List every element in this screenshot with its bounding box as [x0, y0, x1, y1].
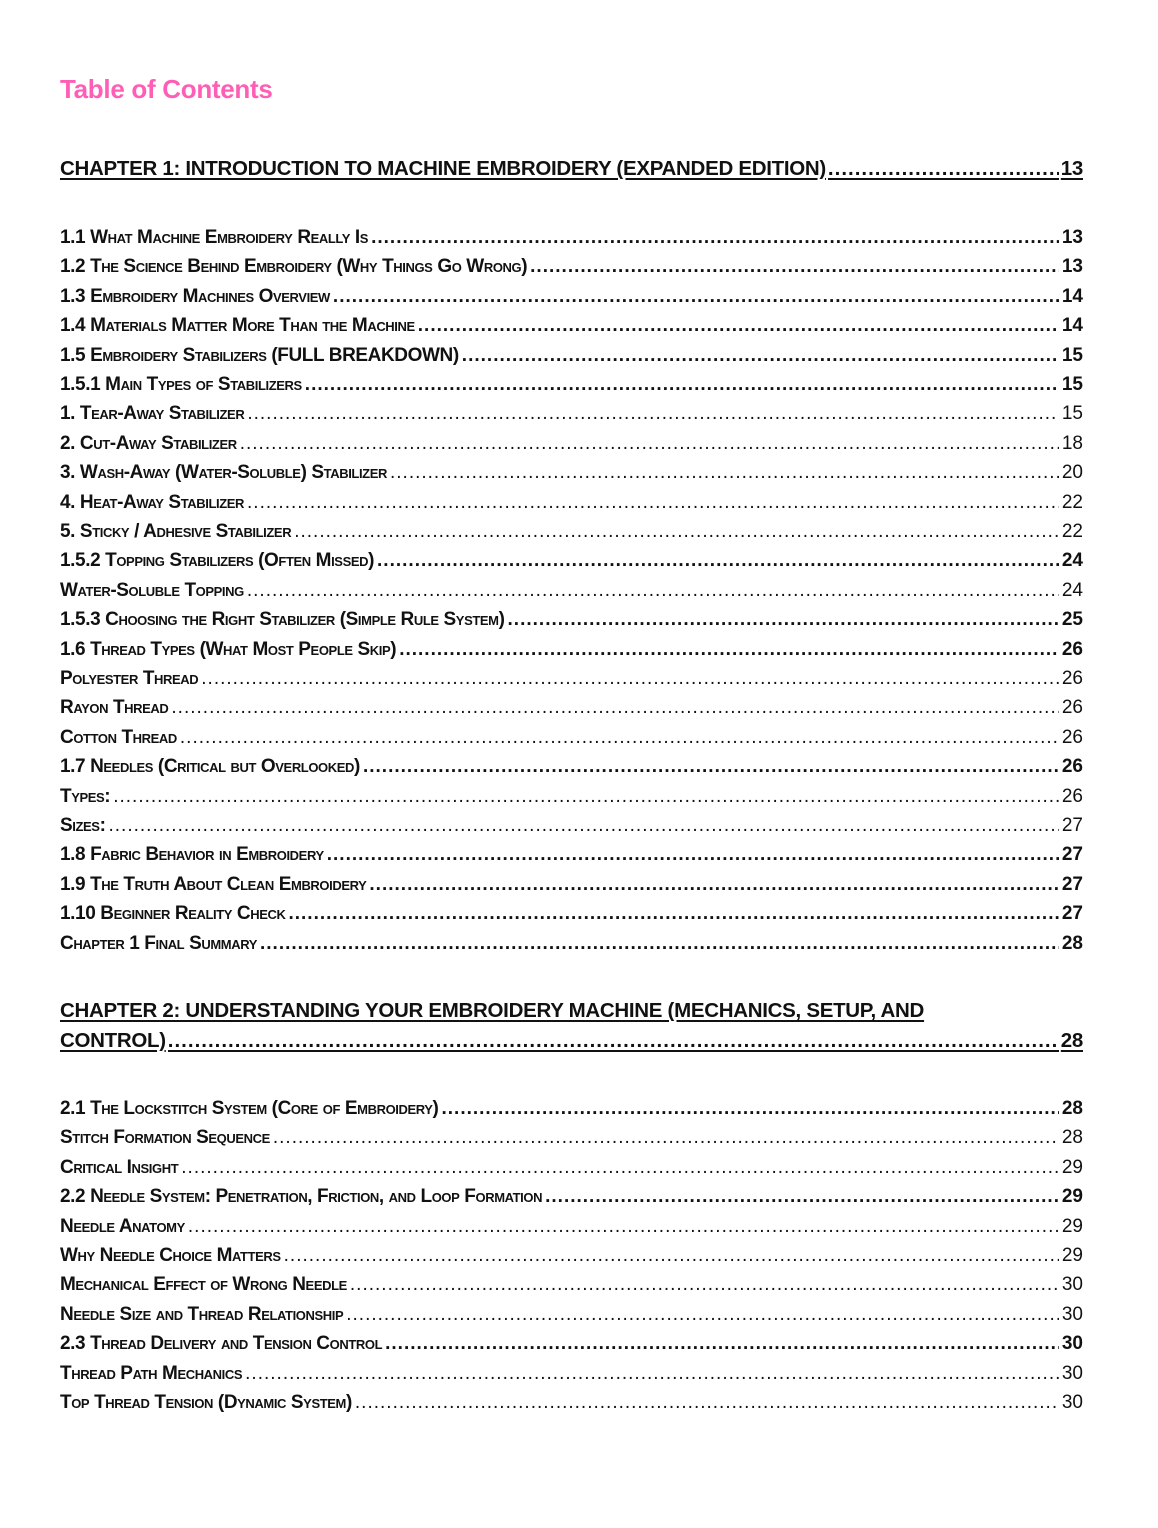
- toc-entry[interactable]: [60, 726, 1083, 750]
- toc-entry-page: 28: [1061, 1127, 1083, 1149]
- dot-leader: [390, 461, 1059, 485]
- toc-entry-label: 4. Heat-Away Stabilizer: [60, 491, 245, 513]
- dot-leader: [508, 608, 1059, 632]
- dot-leader: [188, 1215, 1059, 1239]
- dot-leader: [418, 314, 1059, 338]
- toc-entry-page: 18: [1061, 432, 1083, 454]
- dot-leader: [333, 285, 1059, 309]
- toc-entry[interactable]: [60, 667, 1083, 691]
- toc-entry-page: 27: [1061, 903, 1083, 925]
- toc-entry-page: 29: [1061, 1245, 1083, 1266]
- chapter-2-title-line1: CHAPTER 2: UNDERSTANDING YOUR EMBROIDERY MACHINE (MECHANICS, SETUP, AND: [60, 999, 925, 1022]
- toc-entry-page: 26: [1061, 668, 1083, 689]
- toc-entry[interactable]: [60, 696, 1083, 720]
- toc-entry-label: 2.3 Thread Delivery and Tension Control: [60, 1333, 383, 1355]
- toc-entry-page: 15: [1061, 344, 1083, 366]
- dot-leader: [385, 1332, 1059, 1356]
- dot-leader: [399, 638, 1059, 662]
- dot-leader: [462, 344, 1059, 368]
- toc-entry-page: 26: [1061, 756, 1083, 778]
- toc-entry-page: 29: [1061, 1215, 1083, 1237]
- toc-entry-page: 26: [1061, 726, 1083, 748]
- toc-entry-label: Polyester Thread: [60, 668, 199, 689]
- toc-entry-page: 30: [1061, 1392, 1083, 1413]
- toc-entry-label: Needle Anatomy: [60, 1215, 185, 1237]
- toc-entry-label: 1.2 The Science Behind Embroidery (Why Things Go Wrong): [60, 256, 528, 278]
- toc-entry[interactable]: [60, 843, 1083, 867]
- toc-entry[interactable]: [60, 1273, 1083, 1297]
- dot-leader: [168, 1026, 1059, 1056]
- dot-leader: [273, 1126, 1059, 1150]
- toc-entry-label: 1.10 Beginner Reality Check: [60, 903, 286, 925]
- toc-entry-page: 30: [1061, 1274, 1083, 1296]
- dot-leader: [288, 902, 1058, 926]
- dot-leader: [441, 1097, 1058, 1121]
- toc-entry-label: Why Needle Choice Matters: [60, 1245, 281, 1266]
- chapter-1-entry[interactable]: [60, 154, 1083, 184]
- toc-entry-label: 1.5.2 Topping Stabilizers (Often Missed): [60, 550, 375, 572]
- toc-entry[interactable]: [60, 226, 1083, 250]
- dot-leader: [201, 667, 1059, 691]
- dot-leader: [350, 1273, 1059, 1297]
- toc-entry-label: 1. Tear-Away Stabilizer: [60, 403, 245, 425]
- toc-entry[interactable]: [60, 461, 1083, 485]
- toc-entry-label: Types:: [60, 785, 111, 807]
- dot-leader: [377, 549, 1059, 573]
- toc-entry[interactable]: [60, 1126, 1083, 1150]
- dot-leader: [346, 1303, 1059, 1327]
- toc-entry-page: 30: [1061, 1362, 1083, 1384]
- toc-entry[interactable]: [60, 1156, 1083, 1180]
- toc-entry[interactable]: [60, 373, 1083, 397]
- dot-leader: [247, 402, 1059, 426]
- toc-entry-page: 26: [1061, 638, 1083, 660]
- toc-entry-label: Mechanical Effect of Wrong Needle: [60, 1274, 347, 1296]
- toc-entry[interactable]: [60, 520, 1083, 544]
- dot-leader: [545, 1185, 1059, 1209]
- toc-entry-page: 29: [1061, 1186, 1083, 1208]
- toc-entry-page: 14: [1061, 285, 1083, 307]
- toc-entry-page: 29: [1061, 1156, 1083, 1178]
- toc-entry-page: 15: [1061, 374, 1083, 395]
- toc-entry[interactable]: [60, 1332, 1083, 1356]
- toc-entry[interactable]: [60, 814, 1083, 838]
- toc-entry-page: 30: [1061, 1303, 1083, 1325]
- toc-entry[interactable]: [60, 1097, 1083, 1121]
- toc-entry-label: Sizes:: [60, 815, 106, 836]
- dot-leader: [245, 1362, 1059, 1386]
- toc-entry-label: 1.8 Fabric Behavior in Embroidery: [60, 844, 324, 866]
- toc-entry[interactable]: [60, 549, 1083, 573]
- toc-entry[interactable]: [60, 1185, 1083, 1209]
- toc-entry-page: 26: [1061, 785, 1083, 807]
- toc-entry-page: 14: [1061, 315, 1083, 337]
- dot-leader: [260, 932, 1059, 956]
- toc-entry-page: 26: [1061, 697, 1083, 719]
- dot-leader: [327, 843, 1059, 867]
- toc-entry-page: 25: [1061, 609, 1083, 631]
- toc-entry[interactable]: [60, 579, 1083, 603]
- toc-entry[interactable]: [60, 902, 1083, 926]
- toc-entry[interactable]: [60, 638, 1083, 662]
- toc-entry[interactable]: [60, 932, 1083, 956]
- toc-entry-label: Thread Path Mechanics: [60, 1362, 243, 1384]
- dot-leader: [113, 785, 1059, 809]
- toc-entry-label: Critical Insight: [60, 1156, 179, 1178]
- toc-entry[interactable]: [60, 873, 1083, 897]
- dot-leader: [247, 491, 1059, 515]
- toc-entry[interactable]: [60, 285, 1083, 309]
- toc-entry[interactable]: [60, 255, 1083, 279]
- toc-entry[interactable]: [60, 785, 1083, 809]
- toc-entry-label: Rayon Thread: [60, 697, 169, 719]
- toc-entry-label: 1.1 What Machine Embroidery Really Is: [60, 227, 369, 248]
- toc-entry-page: 15: [1061, 403, 1083, 425]
- toc-entry-label: 1.5 Embroidery Stabilizers (FULL BREAKDOWN): [60, 344, 459, 366]
- dot-leader: [171, 696, 1058, 720]
- toc-entry-label: Top Thread Tension (Dynamic System): [60, 1392, 352, 1413]
- toc-entry-label: Water-Soluble Topping: [60, 579, 244, 601]
- toc-entry-page: 27: [1061, 844, 1083, 866]
- toc-entry-label: 1.3 Embroidery Machines Overview: [60, 285, 330, 307]
- toc-entry-label: 1.5.3 Choosing the Right Stabilizer (Simple Rule System): [60, 609, 505, 631]
- toc-entry-label: 2.1 The Lockstitch System (Core of Embroidery): [60, 1098, 439, 1119]
- toc-entry[interactable]: [60, 314, 1083, 338]
- dot-leader: [530, 255, 1059, 279]
- toc-entry-label: 1.4 Materials Matter More Than the Machine: [60, 315, 415, 337]
- toc-entry-label: Stitch Formation Sequence: [60, 1127, 270, 1149]
- toc-entry-label: 1.6 Thread Types (What Most People Skip): [60, 638, 397, 660]
- dot-leader: [181, 1156, 1059, 1180]
- toc-entry-label: Cotton Thread: [60, 726, 177, 748]
- toc-entry-page: 27: [1061, 815, 1083, 836]
- toc-entry[interactable]: [60, 1362, 1083, 1386]
- toc-entry-page: 13: [1061, 256, 1083, 278]
- dot-leader: [355, 1391, 1059, 1415]
- dot-leader: [240, 432, 1059, 456]
- toc-entry[interactable]: [60, 1303, 1083, 1327]
- toc-heading: Table of Contents: [60, 74, 273, 104]
- chapter-1-page: 13: [1060, 157, 1083, 180]
- toc-entry-label: 2.2 Needle System: Penetration, Friction, and Loop Formation: [60, 1186, 543, 1208]
- dot-leader: [371, 226, 1059, 250]
- toc-entry-label: 5. Sticky / Adhesive Stabilizer: [60, 521, 292, 542]
- toc-entry[interactable]: [60, 755, 1083, 779]
- toc-entry-label: 1.7 Needles (Critical but Overlooked): [60, 756, 360, 778]
- toc-entry-label: 1.9 The Truth About Clean Embroidery: [60, 873, 367, 895]
- toc-entry-page: 22: [1061, 521, 1083, 542]
- toc-entry-page: 20: [1061, 462, 1083, 484]
- chapter-2-title-line2: CONTROL): [60, 1029, 166, 1052]
- toc-entry-page: 24: [1061, 550, 1083, 572]
- chapter-1-title: CHAPTER 1: INTRODUCTION TO MACHINE EMBROIDERY (EXPANDED EDITION): [60, 157, 826, 180]
- toc-entry[interactable]: [60, 608, 1083, 632]
- toc-entry-label: 1.5.1 Main Types of Stabilizers: [60, 374, 302, 395]
- toc-entry[interactable]: [60, 402, 1083, 426]
- dot-leader: [369, 873, 1058, 897]
- toc-entry[interactable]: [60, 344, 1083, 368]
- toc-entry-page: 24: [1061, 579, 1083, 601]
- toc-entry-page: 30: [1061, 1333, 1083, 1355]
- dot-leader: [294, 520, 1059, 544]
- toc-entry-page: 28: [1061, 932, 1083, 954]
- dot-leader: [828, 154, 1059, 184]
- toc-entry[interactable]: [60, 1215, 1083, 1239]
- toc-entry[interactable]: [60, 1391, 1083, 1415]
- toc-entry-page: 28: [1061, 1098, 1083, 1119]
- toc-entry[interactable]: [60, 1244, 1083, 1268]
- dot-leader: [363, 755, 1059, 779]
- dot-leader: [109, 814, 1059, 838]
- dot-leader: [305, 373, 1059, 397]
- dot-leader: [284, 1244, 1059, 1268]
- toc-entry-page: 27: [1061, 873, 1083, 895]
- chapter-2-page: 28: [1060, 1029, 1083, 1052]
- toc-entry-page: 13: [1061, 227, 1083, 248]
- toc-entry-label: 2. Cut-Away Stabilizer: [60, 432, 237, 454]
- dot-leader: [247, 579, 1059, 603]
- toc-entry-label: Chapter 1 Final Summary: [60, 932, 257, 954]
- toc-entry[interactable]: [60, 432, 1083, 456]
- dot-leader: [180, 726, 1059, 750]
- toc-entry-page: 22: [1061, 491, 1083, 513]
- toc-entry-label: 3. Wash-Away (Water-Soluble) Stabilizer: [60, 462, 387, 484]
- chapter-2-entry[interactable]: [60, 996, 1083, 1056]
- toc-entry-label: Needle Size and Thread Relationship: [60, 1303, 344, 1325]
- toc-entry[interactable]: [60, 491, 1083, 515]
